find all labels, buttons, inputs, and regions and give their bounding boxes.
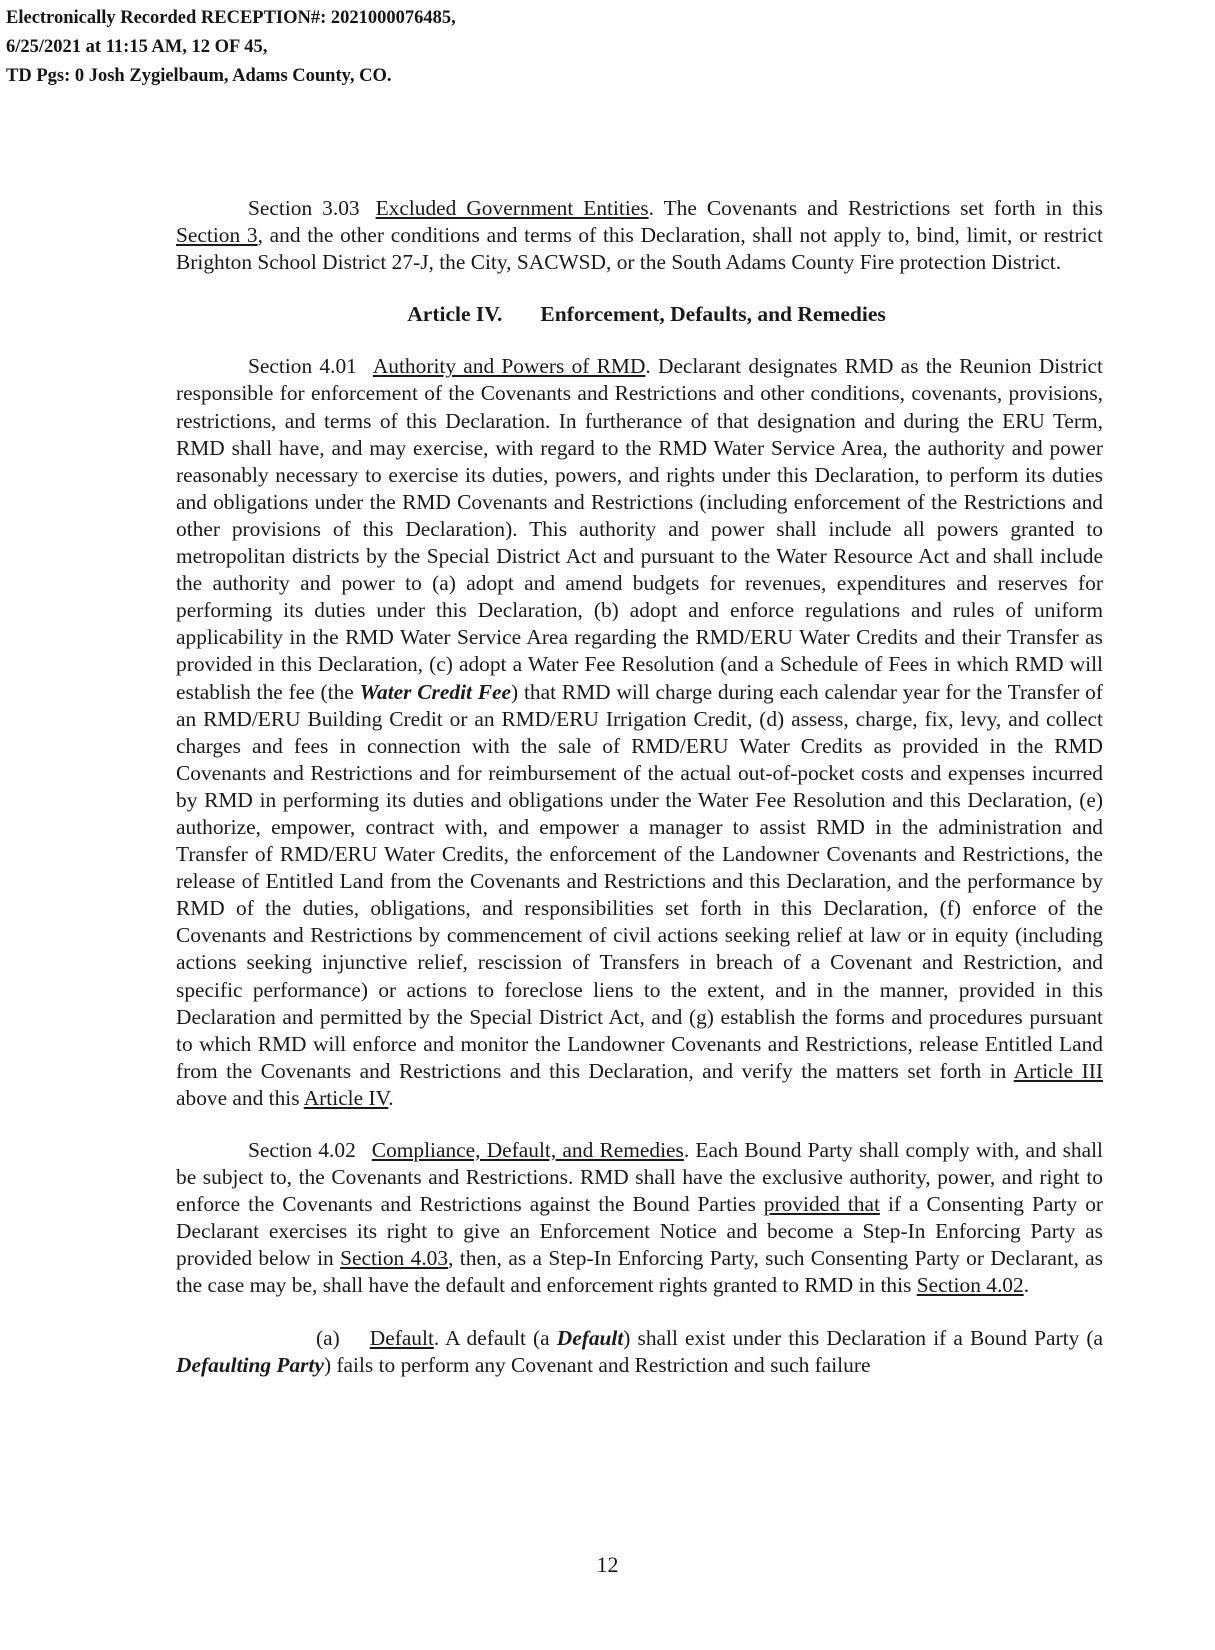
section-reference: Section 4.02 [916, 1273, 1024, 1298]
section-text: . The Covenants and Restrictions set forth in this [648, 196, 1104, 220]
section-text: ) that RMD will charge during each calendar year for the Transfer of an RMD/ERU Building Credit or an RMD/ERU Irrigation Credit, (d) assess, charge, fix, levy, and collect charges and fees in connection with the sale of RMD/ERU Water Credits as provided in the RMD Covenants and Restrictions and for reimbursement of the actual out-of-pocket costs and expenses incurred by RMD in performing its duties and obligations under the Water Fee Resolution and this Declaration, (e) authorize, empower, contract with, and empower a manager to assist RMD in the administration and Transfer of RMD/ERU Water Credits, the enforcement of the Landowner Covenants and Restrictions, the release of Entitled Land from the Covenants and Restrictions and this Declaration, and the performance by RMD of the duties, obligations, and responsibilities set forth in this Declaration, (f) enforce of the Covenants and Restrictions by commencement of civil actions seeking relief at law or in equity (including actions seeking injunctive relief, rescission of Transfers in breach of a Covenant and Restriction, and specific performance) or actions to foreclose liens to the extent, and in the manner, provided in this Declaration and permitted by the Special District Act, and (g) establish the forms and procedures pursuant to which RMD will enforce and monitor the Landowner Covenants and Restrictions, release Entitled Land from the Covenants and Restrictions and this Declaration, and verify the matters set forth in [176, 679, 1103, 1083]
defined-term: Default [556, 1325, 624, 1350]
stamp-line-3: TD Pgs: 0 Josh Zygielbaum, Adams County, CO. [6, 66, 392, 86]
article-label: Article IV. [407, 302, 503, 327]
section-text: if a Consenting Party or Declarant exercises its right to give an Enforcement Notice and become a Step-In Enforcing Party as provided below in [176, 1192, 1104, 1271]
section-3-03 [176, 195, 1103, 276]
section-text: ) fails to perform any Covenant and Restriction and such failure [323, 1352, 871, 1377]
section-title: Authority and Powers of RMD [372, 354, 646, 379]
defined-term: Defaulting Party [176, 1352, 324, 1377]
subsection-a-default [176, 1325, 1103, 1379]
section-text: . [1023, 1273, 1030, 1298]
section-number: Section 3.03 [248, 196, 360, 220]
recording-stamp [6, 4, 456, 91]
section-text: , then, as a Step-In Enforcing Party, such Consenting Party or Declarant, as the case may be, shall have the default and enforcement rights granted to RMD in this [176, 1246, 1103, 1298]
stamp-line-2: 6/25/2021 at 11:15 AM, 12 OF 45, [6, 37, 268, 57]
page-number: 12 [596, 1552, 619, 1577]
stamp-line-1: Electronically Recorded RECEPTION#: 2021000076485, [6, 8, 456, 28]
section-reference: Article III [1013, 1058, 1103, 1083]
section-number: Section 4.02 [248, 1138, 356, 1162]
subsection-title: Default [369, 1325, 434, 1350]
section-text: ) shall exist under this Declaration if a Bound Party (a [623, 1325, 1103, 1350]
article-title: Enforcement, Defaults, and Remedies [540, 302, 886, 327]
section-text: . Declarant designates RMD as the Reunion District responsible for enforcement of the Covenants and Restrictions and other conditions, covenants, provisions, restrictions, and terms of this Declaration. In furtherance of that designation and during the ERU Term, RMD shall have, and may exercise, with regard to the RMD Water Service Area, the authority and power reasonably necessary to exercise its duties, powers, and rights under this Declaration, to perform its duties and obligations under the RMD Covenants and Restrictions (including enforcement of the Restrictions and other provisions of this Declaration). This authority and power shall include all powers granted to metropolitan districts by the Special District Act and pursuant to the Water Resource Act and shall include the authority and power to (a) adopt and amend budgets for revenues, expenditures and reserves for performing its duties under this Declaration, (b) adopt and enforce regulations and rules of uniform applicability in the RMD Water Service Area regarding the RMD/ERU Water Credits and their Transfer as provided in this Declaration, (c) adopt a Water Fee Resolution (and a Schedule of Fees in which RMD will establish the fee (the [176, 354, 1103, 704]
section-text: , and the other conditions and terms of this Declaration, shall not apply to, bind, limit, or restrict Brighton School District 27-J, the City, SACWSD, or the South Adams County Fire protection District. [176, 223, 1103, 275]
subsection-label: (a) [316, 1325, 340, 1350]
section-reference: Section 3 [176, 223, 258, 248]
section-reference: Section 4.03 [340, 1246, 449, 1271]
section-text: . Each Bound Party shall comply with, and shall be subject to, the Covenants and Restrictions. RMD shall have the exclusive authority, power, and right to enforce the Covenants and Restrictions against the Bound Parties [176, 1138, 1103, 1217]
section-title: Compliance, Default, and Remedies [371, 1138, 684, 1162]
section-reference: Article IV [303, 1085, 389, 1110]
section-title: Excluded Government Entities [375, 196, 649, 220]
defined-term: Water Credit Fee [359, 679, 512, 704]
document-body [176, 195, 1103, 1404]
section-reference: provided that [763, 1192, 880, 1217]
section-text: . [388, 1085, 394, 1110]
section-number: Section 4.01 [248, 354, 357, 379]
section-text: . A default (a [433, 1325, 557, 1350]
section-text: above and this [176, 1085, 304, 1110]
section-4-01 [176, 353, 1103, 1112]
section-4-02 [176, 1137, 1103, 1300]
article-heading [176, 301, 1103, 328]
